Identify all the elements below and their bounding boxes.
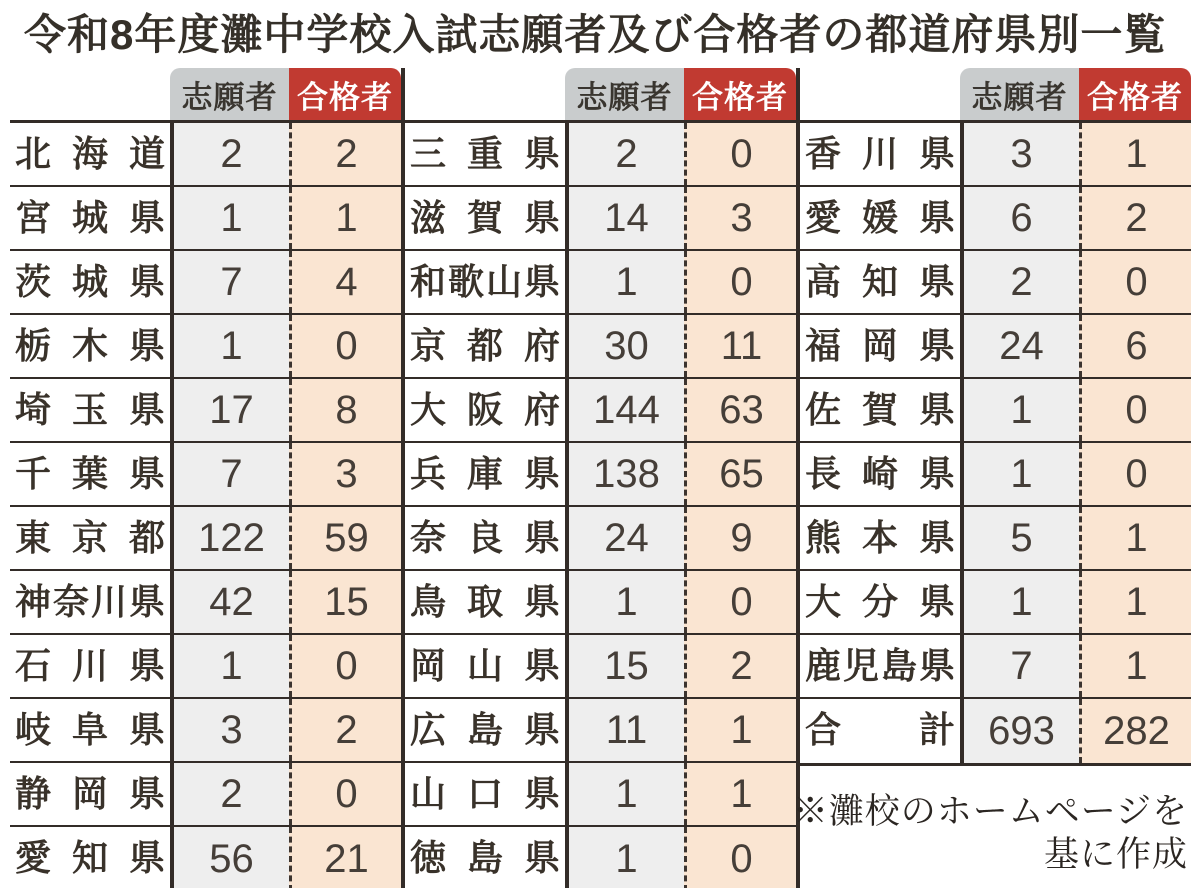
applicants-cell: 15 (565, 635, 684, 697)
table-row (800, 123, 1191, 187)
column-header-passers: 合格者 (1079, 68, 1191, 120)
column-header-tabs (170, 68, 401, 120)
prefecture-cell: 石川県 (15, 645, 165, 686)
prefecture-cell: 岐阜県 (15, 709, 165, 750)
applicants-cell: 3 (170, 699, 289, 761)
applicants-cell: 1 (960, 571, 1079, 633)
table-row (405, 251, 796, 315)
applicants-cell: 1 (170, 187, 289, 249)
table-row (405, 315, 796, 379)
passers-cell: 9 (684, 507, 796, 569)
applicants-cell: 7 (960, 635, 1079, 697)
passers-cell: 3 (684, 187, 796, 249)
applicants-cell: 24 (960, 315, 1079, 377)
applicants-cell: 14 (565, 187, 684, 249)
applicants-cell: 3 (960, 123, 1079, 185)
passers-cell: 0 (1079, 251, 1191, 313)
applicants-cell: 7 (170, 251, 289, 313)
applicants-cell: 122 (170, 507, 289, 569)
prefecture-cell: 岡山県 (410, 645, 560, 686)
passers-cell: 1 (1079, 123, 1191, 185)
passers-cell: 0 (289, 763, 401, 825)
prefecture-cell: 静岡県 (15, 773, 165, 814)
prefecture-cell: 鳥取県 (410, 581, 560, 622)
prefecture-cell: 千葉県 (15, 453, 165, 494)
prefecture-cell: 鹿児島県 (805, 645, 955, 686)
applicants-cell: 1 (170, 315, 289, 377)
passers-cell: 2 (289, 123, 401, 185)
prefecture-cell: 山口県 (410, 773, 560, 814)
passers-cell: 21 (289, 827, 401, 888)
table-row (405, 379, 796, 443)
applicants-cell: 6 (960, 187, 1079, 249)
table-row (10, 379, 401, 443)
applicants-cell: 11 (565, 699, 684, 761)
table-row (10, 571, 401, 635)
applicants-cell: 17 (170, 379, 289, 441)
applicants-cell: 1 (565, 763, 684, 825)
passers-cell: 11 (684, 315, 796, 377)
table-row (10, 827, 401, 888)
prefecture-cell: 北海道 (15, 133, 165, 174)
table-row (10, 187, 401, 251)
passers-cell: 1 (684, 699, 796, 761)
applicants-cell: 56 (170, 827, 289, 888)
prefecture-cell: 和歌山県 (410, 261, 560, 302)
prefecture-cell: 京都府 (410, 325, 560, 366)
prefecture-cell: 奈良県 (410, 517, 560, 558)
table-row (800, 315, 1191, 379)
passers-cell: 2 (289, 699, 401, 761)
passers-cell: 4 (289, 251, 401, 313)
footnote-line2: 基に作成 (1043, 835, 1188, 875)
table-row (405, 123, 796, 187)
prefecture-cell: 愛媛県 (805, 197, 955, 238)
prefecture-cell: 滋賀県 (410, 197, 560, 238)
table-row (800, 635, 1191, 699)
table-row (405, 443, 796, 507)
table-group (800, 68, 1191, 766)
applicants-cell: 1 (960, 443, 1079, 505)
passers-cell: 59 (289, 507, 401, 569)
table-row (405, 827, 796, 888)
applicants-cell: 2 (960, 251, 1079, 313)
column-header-tabs (565, 68, 796, 120)
passers-cell: 0 (289, 315, 401, 377)
table-row (10, 443, 401, 507)
table-row (800, 443, 1191, 507)
footnote-line1: ※灘校のホームページを (792, 792, 1188, 831)
table-row (800, 251, 1191, 315)
applicants-cell: 2 (170, 763, 289, 825)
prefecture-cell: 高知県 (805, 261, 955, 302)
group-rows (405, 120, 796, 888)
table-row (10, 507, 401, 571)
column-header-passers: 合格者 (289, 68, 401, 120)
applicants-cell: 42 (170, 571, 289, 633)
passers-cell: 2 (684, 635, 796, 697)
table-row (405, 507, 796, 571)
prefecture-cell: 広島県 (410, 709, 560, 750)
table-row (405, 699, 796, 763)
column-header-passers: 合格者 (684, 68, 796, 120)
applicants-cell: 2 (170, 123, 289, 185)
applicants-cell: 2 (565, 123, 684, 185)
prefecture-cell: 神奈川県 (15, 581, 165, 622)
column-header-applicants: 志願者 (565, 68, 684, 120)
prefecture-cell: 佐賀県 (805, 389, 955, 430)
prefecture-cell: 愛知県 (15, 837, 165, 878)
passers-cell: 3 (289, 443, 401, 505)
passers-cell: 1 (289, 187, 401, 249)
applicants-cell: 1 (960, 379, 1079, 441)
table-row (800, 571, 1191, 635)
prefecture-cell: 大阪府 (410, 389, 560, 430)
table-group (10, 68, 405, 888)
column-header-tabs (960, 68, 1191, 120)
passers-cell: 0 (684, 827, 796, 888)
prefecture-cell: 合計 (805, 709, 955, 750)
passers-cell: 0 (684, 251, 796, 313)
table-row (10, 699, 401, 763)
table-row (800, 187, 1191, 251)
applicants-cell: 138 (565, 443, 684, 505)
footnote (793, 790, 1188, 877)
prefecture-cell: 東京都 (15, 517, 165, 558)
prefecture-cell: 栃木県 (15, 325, 165, 366)
prefecture-cell: 香川県 (805, 133, 955, 174)
applicants-cell: 1 (565, 571, 684, 633)
applicants-cell: 24 (565, 507, 684, 569)
passers-cell: 0 (1079, 443, 1191, 505)
table-row (10, 763, 401, 827)
passers-cell: 8 (289, 379, 401, 441)
prefecture-cell: 兵庫県 (410, 453, 560, 494)
applicants-cell: 693 (960, 699, 1079, 763)
prefecture-cell: 徳島県 (410, 837, 560, 878)
table-row (10, 251, 401, 315)
table-row (405, 187, 796, 251)
passers-cell: 2 (1079, 187, 1191, 249)
prefecture-cell: 三重県 (410, 133, 560, 174)
applicants-cell: 1 (170, 635, 289, 697)
prefecture-cell: 長崎県 (805, 453, 955, 494)
applicants-cell: 1 (565, 827, 684, 888)
prefecture-cell: 埼玉県 (15, 389, 165, 430)
table-area (10, 68, 1191, 888)
table-row (405, 571, 796, 635)
passers-cell: 0 (684, 571, 796, 633)
applicants-cell: 30 (565, 315, 684, 377)
passers-cell: 1 (1079, 571, 1191, 633)
passers-cell: 63 (684, 379, 796, 441)
passers-cell: 1 (1079, 635, 1191, 697)
prefecture-cell: 宮城県 (15, 197, 165, 238)
total-row (800, 699, 1191, 763)
prefecture-cell: 福岡県 (805, 325, 955, 366)
passers-cell: 282 (1079, 699, 1191, 763)
table-row (405, 635, 796, 699)
column-header-applicants: 志願者 (960, 68, 1079, 120)
passers-cell: 6 (1079, 315, 1191, 377)
passers-cell: 0 (1079, 379, 1191, 441)
prefecture-cell: 熊本県 (805, 517, 955, 558)
table-row (10, 635, 401, 699)
page-title: 令和8年度灘中学校入試志願者及び合格者の都道府県別一覧 (24, 11, 1167, 58)
table-row (800, 379, 1191, 443)
prefecture-cell: 茨城県 (15, 261, 165, 302)
passers-cell: 0 (684, 123, 796, 185)
table-row (800, 507, 1191, 571)
prefecture-cell: 大分県 (805, 581, 955, 622)
applicants-cell: 144 (565, 379, 684, 441)
column-header-applicants: 志願者 (170, 68, 289, 120)
table-group (405, 68, 800, 888)
passers-cell: 0 (289, 635, 401, 697)
passers-cell: 1 (1079, 507, 1191, 569)
group-rows (800, 120, 1191, 766)
table-row (10, 123, 401, 187)
table-row (405, 763, 796, 827)
applicants-cell: 1 (565, 251, 684, 313)
applicants-cell: 5 (960, 507, 1079, 569)
group-rows (10, 120, 401, 888)
passers-cell: 1 (684, 763, 796, 825)
passers-cell: 15 (289, 571, 401, 633)
table-row (10, 315, 401, 379)
passers-cell: 65 (684, 443, 796, 505)
applicants-cell: 7 (170, 443, 289, 505)
